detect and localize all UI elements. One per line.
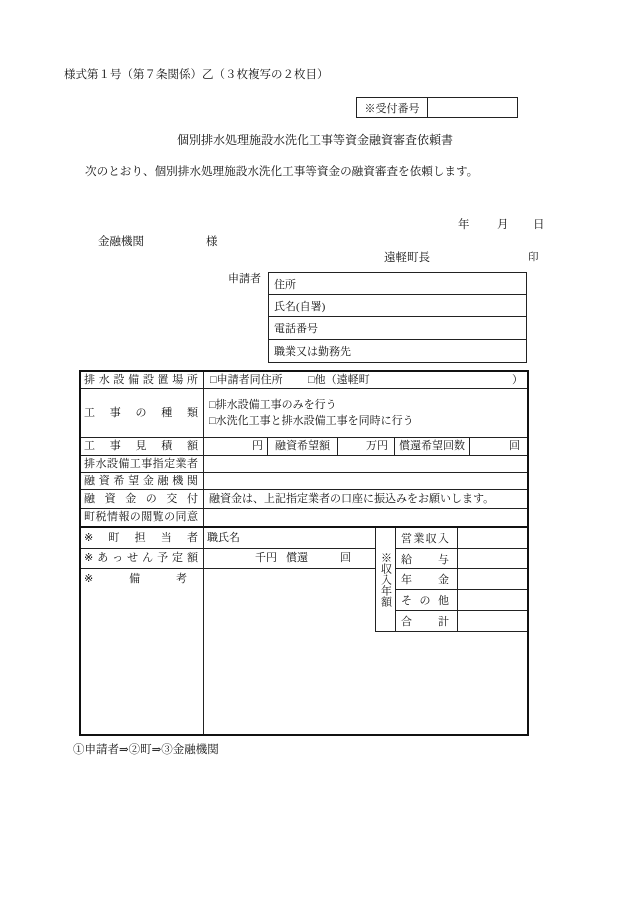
document-title: 個別排水処理施設水洗化工事等資金融資審査依頼書 bbox=[176, 133, 453, 147]
disbursement-label: 融 資 金 の 交 付 bbox=[84, 492, 198, 505]
date-year: 年 bbox=[458, 219, 470, 231]
work-type-label: 工 事 の 種 類 bbox=[84, 406, 198, 419]
income-business-label: 営 業 収 入 bbox=[401, 533, 449, 545]
loan-amount-unit: 万円 bbox=[366, 440, 388, 452]
income-business-value bbox=[458, 528, 527, 548]
location-option-same: □申請者同住所 bbox=[210, 374, 283, 386]
loan-amount-value-cell bbox=[338, 438, 395, 456]
work-type-label-cell bbox=[81, 389, 204, 438]
mediation-label-cell bbox=[81, 549, 204, 569]
income-total-value bbox=[458, 611, 527, 631]
annual-income-label: ※収入年額 bbox=[379, 552, 392, 607]
officer-label-cell bbox=[81, 528, 204, 549]
mediation-repay-label: 償還 bbox=[286, 552, 308, 564]
income-business-label-cell bbox=[396, 528, 458, 548]
date-month: 月 bbox=[497, 219, 509, 231]
estimate-unit: 円 bbox=[252, 440, 263, 452]
work-type-option-combined: □水洗化工事と排水設備工事を同時に行う bbox=[209, 415, 414, 427]
tax-consent-value-cell bbox=[204, 509, 527, 528]
income-total-label-cell bbox=[396, 611, 458, 631]
income-other-label: そ の 他 bbox=[401, 595, 449, 607]
annual-income-label-cell bbox=[376, 528, 396, 631]
mediation-label: ※ あ っ せ ん 予 定 額 bbox=[84, 552, 198, 564]
date-day: 日 bbox=[533, 219, 545, 231]
applicant-name-row bbox=[269, 295, 526, 317]
disbursement-text: 融資金は、上記指定業者の口座に振込みをお願いします。 bbox=[209, 492, 495, 505]
mediation-unit: 千円 bbox=[255, 552, 277, 564]
location-value-cell bbox=[204, 372, 527, 389]
receipt-number-label: ※受付番号 bbox=[357, 98, 428, 117]
applicant-occupation-row bbox=[269, 340, 526, 362]
applicant-table bbox=[268, 272, 527, 363]
receipt-number-box bbox=[356, 97, 518, 118]
location-label-cell bbox=[81, 372, 204, 389]
seal-mark: 印 bbox=[528, 252, 539, 263]
loan-amount-label: 融資希望額 bbox=[275, 440, 330, 452]
mediation-value-cell bbox=[204, 549, 375, 569]
officer-text: 職氏名 bbox=[207, 531, 240, 544]
addressee-name: 金融機関 bbox=[98, 236, 144, 248]
income-salary-label-cell bbox=[396, 549, 458, 568]
location-option-other: □他（遠軽町 bbox=[308, 374, 370, 386]
repayment-count-unit: 回 bbox=[509, 440, 520, 452]
officer-value-cell bbox=[204, 528, 375, 549]
income-other-label-cell bbox=[396, 590, 458, 610]
form-number: 様式第１号（第７条関係）乙（３枚複写の２枚目） bbox=[64, 69, 329, 81]
loan-review-table bbox=[79, 370, 529, 736]
remarks-label-cell bbox=[81, 569, 204, 734]
intro-text: 次のとおり、個別排水処理施設水洗化工事等資金の融資審査を依頼します。 bbox=[85, 165, 479, 178]
income-row-business bbox=[396, 528, 527, 549]
loan-amount-label-cell bbox=[268, 438, 338, 456]
income-other-value bbox=[458, 590, 527, 610]
income-row-salary bbox=[396, 549, 527, 569]
income-row-other bbox=[396, 590, 527, 611]
estimate-value-cell bbox=[204, 438, 268, 456]
repayment-count-value-cell bbox=[470, 438, 527, 456]
applicant-phone-row bbox=[269, 317, 526, 340]
contractor-label-cell bbox=[81, 456, 204, 473]
contractor-value-cell bbox=[204, 456, 527, 473]
applicant-phone-label: 電話番号 bbox=[274, 323, 318, 335]
applicant-name-label: 氏名(自署) bbox=[274, 300, 326, 313]
remarks-label: ※ 備 考 bbox=[84, 573, 187, 585]
location-label: 排 水 設 備 設 置 場 所 bbox=[84, 373, 198, 386]
repayment-count-label: 償還希望回数 bbox=[399, 440, 465, 452]
receipt-number-field bbox=[428, 98, 517, 117]
income-pension-label: 年 金 bbox=[401, 574, 449, 586]
mediation-count-unit: 回 bbox=[340, 552, 351, 564]
officer-label: ※ 町 担 当 者 bbox=[84, 531, 198, 544]
income-pension-value bbox=[458, 569, 527, 589]
routing-footer: ①申請者⇒②町⇒③金融機関 bbox=[73, 744, 219, 756]
annual-income-block bbox=[375, 528, 527, 632]
applicant-label: 申請者 bbox=[228, 273, 261, 285]
income-salary-label: 給 与 bbox=[401, 553, 449, 566]
contractor-label: 排 水 設 備 工 事 指 定 業 者 bbox=[84, 457, 198, 470]
income-row-total bbox=[396, 611, 527, 631]
income-row-pension bbox=[396, 569, 527, 590]
applicant-address-label: 住所 bbox=[274, 278, 296, 291]
repayment-count-label-cell bbox=[395, 438, 470, 456]
tax-consent-label-cell bbox=[81, 509, 204, 528]
location-option-other-close: ） bbox=[512, 374, 523, 386]
work-type-option-drainage-only: □排水設備工事のみを行う bbox=[209, 399, 337, 411]
estimate-label-cell bbox=[81, 438, 204, 456]
income-salary-value bbox=[458, 549, 527, 568]
applicant-occupation-label: 職業又は勤務先 bbox=[274, 346, 351, 358]
applicant-address-row bbox=[269, 273, 526, 295]
bank-label-cell bbox=[81, 473, 204, 490]
bank-label: 融 資 希 望 金 融 機 関 bbox=[84, 474, 198, 487]
issuer-name: 遠軽町長 bbox=[384, 252, 430, 264]
income-pension-label-cell bbox=[396, 569, 458, 589]
estimate-label: 工 事 見 積 額 bbox=[84, 440, 198, 452]
tax-consent-label: 町 税 情 報 の 閲 覧 の 同 意 bbox=[84, 511, 198, 523]
addressee-honorific: 様 bbox=[206, 236, 218, 248]
income-total-label: 合 計 bbox=[401, 616, 449, 628]
bank-value-cell bbox=[204, 473, 527, 490]
disbursement-value-cell bbox=[204, 490, 527, 509]
work-type-value-cell bbox=[204, 389, 527, 438]
disbursement-label-cell bbox=[81, 490, 204, 509]
